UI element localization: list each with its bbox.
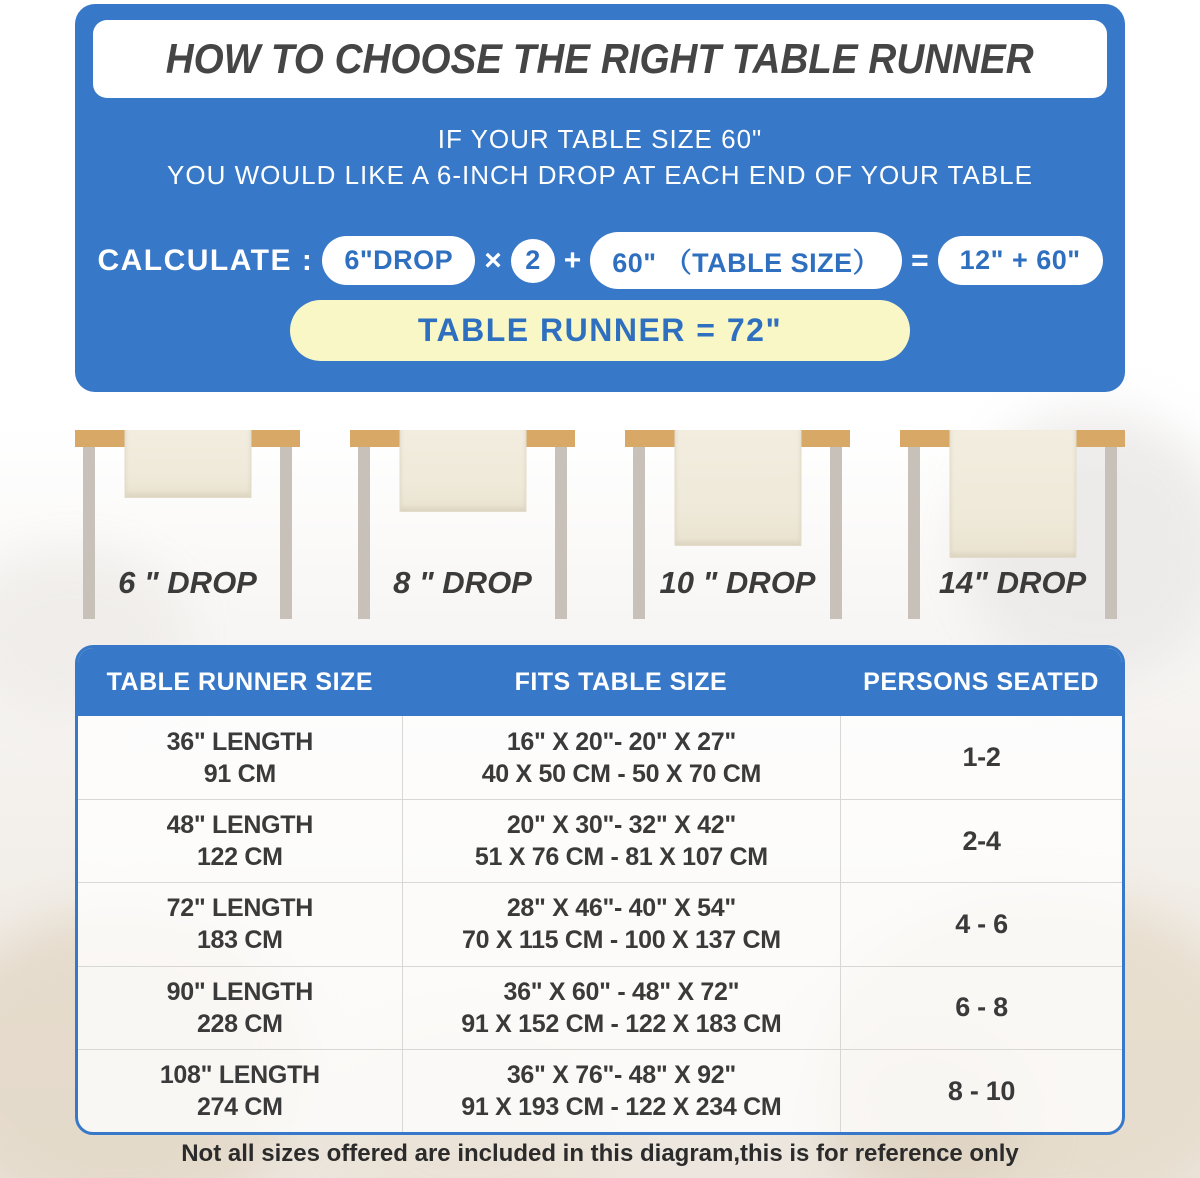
fits-table-cell (402, 967, 840, 1049)
runner-size-cell (78, 967, 402, 1049)
sum-pill: 12" + 60" (938, 236, 1103, 285)
calculate-label: CALCULATE : (97, 243, 314, 277)
runner-size-cm: 274 CM (196, 1092, 283, 1121)
column-header-persons: PERSONS SEATED (863, 667, 1099, 696)
runner-size-inches: 108" LENGTH (159, 1060, 320, 1089)
runner-size-cm: 91 CM (203, 759, 276, 788)
fits-table-cell (402, 716, 840, 799)
table-row (78, 1049, 1122, 1132)
runner-size-cm: 122 CM (196, 843, 283, 872)
size-chart-panel (75, 645, 1125, 1135)
result-text: TABLE RUNNER = 72" (417, 312, 783, 348)
title-bar (93, 20, 1107, 98)
multiply-sign: × (484, 243, 502, 277)
fits-size-cm: 40 X 50 CM - 50 X 70 CM (481, 759, 762, 788)
table-size-pill: 60" （TABLE SIZE） (590, 232, 902, 289)
table-row (78, 882, 1122, 965)
fits-size-inches: 28" X 46"- 40" X 54" (506, 894, 736, 923)
drop-figure-8in (350, 390, 575, 645)
fits-size-cm: 51 X 76 CM - 81 X 107 CM (474, 843, 768, 872)
runner-size-inches: 72" LENGTH (166, 894, 313, 923)
fits-table-cell (402, 800, 840, 882)
drop-label: 14" DROP (938, 565, 1087, 600)
fits-size-inches: 36" X 60" - 48" X 72" (503, 977, 740, 1006)
equals-sign: = (911, 243, 929, 277)
fits-size-cm: 70 X 115 CM - 100 X 137 CM (461, 926, 781, 955)
runner-size-inches: 48" LENGTH (166, 811, 313, 840)
header-panel (75, 4, 1125, 392)
table-row (78, 716, 1122, 799)
table-runner (399, 430, 526, 512)
table-row (78, 799, 1122, 882)
runner-size-cell (78, 1050, 402, 1132)
drop-label: 8 " DROP (393, 565, 532, 600)
subtitle-line-2: YOU WOULD LIKE A 6-INCH DROP AT EACH END OF YOUR TABLE (167, 160, 1033, 190)
fits-size-inches: 20" X 30"- 32" X 42" (506, 811, 736, 840)
drop-figure-10in (625, 390, 850, 645)
plus-sign: + (563, 243, 582, 277)
subtitle-line-1: IF YOUR TABLE SIZE 60" (437, 124, 763, 154)
result-pill (290, 300, 910, 361)
fits-size-cm: 91 X 193 CM - 122 X 234 CM (461, 1092, 782, 1121)
persons-cell: 8 - 10 (840, 1050, 1122, 1132)
runner-size-inches: 90" LENGTH (166, 977, 313, 1006)
runner-size-inches: 36" LENGTH (166, 727, 313, 756)
table-runner (949, 430, 1076, 558)
drop-label: 10 " DROP (659, 565, 816, 600)
fits-size-inches: 36" X 76"- 48" X 92" (506, 1060, 736, 1089)
runner-size-cm: 228 CM (196, 1009, 283, 1038)
size-chart-header (78, 648, 1122, 716)
drop-figure-6in (75, 390, 300, 645)
persons-cell: 2-4 (840, 800, 1122, 882)
persons-cell: 4 - 6 (840, 883, 1122, 965)
column-header-fits-table: FITS TABLE SIZE (514, 667, 728, 696)
drop-figure-14in (900, 390, 1125, 645)
multiplier-circle: 2 (511, 239, 555, 283)
table-runner (124, 430, 251, 498)
page-title: HOW TO CHOOSE THE RIGHT TABLE RUNNER (166, 35, 1034, 82)
fits-table-cell (402, 883, 840, 965)
runner-size-cell (78, 716, 402, 799)
persons-cell: 6 - 8 (840, 967, 1122, 1049)
runner-size-cell (78, 800, 402, 882)
fits-size-cm: 91 X 152 CM - 122 X 183 CM (461, 1009, 782, 1038)
drop-label: 6 " DROP (118, 565, 257, 600)
column-header-runner-size: TABLE RUNNER SIZE (106, 667, 373, 696)
fits-size-inches: 16" X 20"- 20" X 27" (506, 727, 736, 756)
table-runner (674, 430, 801, 546)
reference-note: Not all sizes offered are included in this diagram,this is for reference only (181, 1140, 1019, 1167)
runner-size-cell (78, 883, 402, 965)
calculation-row (75, 232, 1125, 289)
fits-table-cell (402, 1050, 840, 1132)
table-row (78, 966, 1122, 1049)
drop-examples (0, 390, 1200, 645)
runner-size-cm: 183 CM (196, 926, 283, 955)
persons-cell: 1-2 (840, 716, 1122, 799)
size-chart-body (78, 716, 1122, 1132)
drop-value-pill: 6"DROP (322, 236, 475, 285)
